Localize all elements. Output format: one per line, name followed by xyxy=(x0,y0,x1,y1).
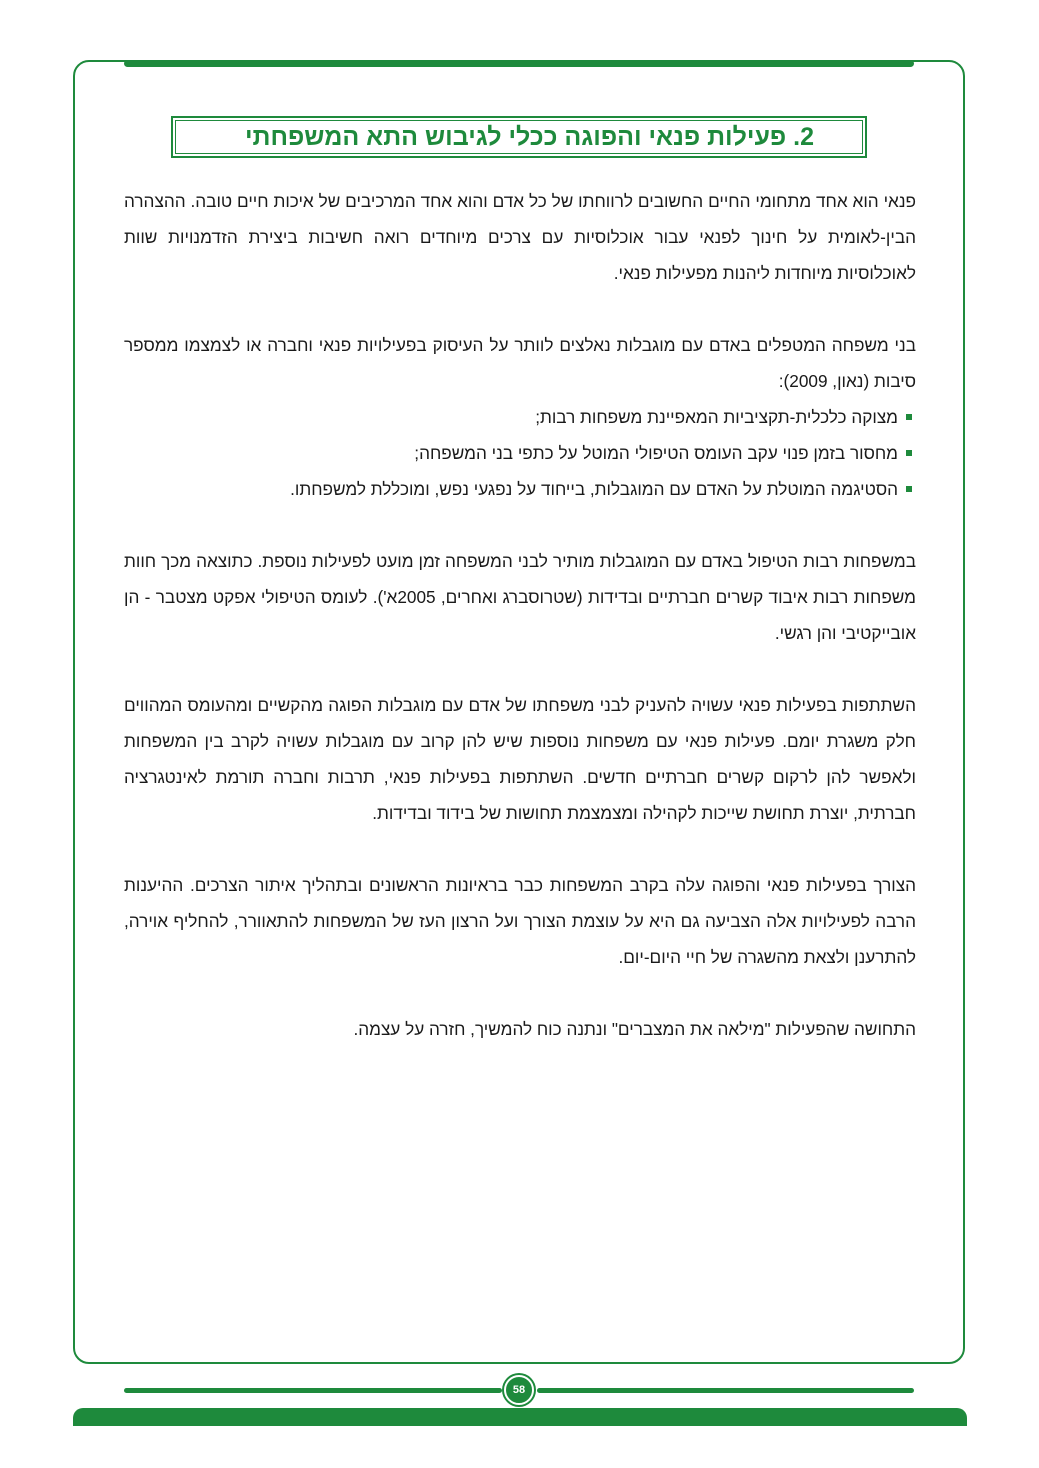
paragraph-reasons-intro: בני משפחה המטפלים באדם עם מוגבלות נאלצים לוותר על העיסוק בפעילויות פנאי וחברה או לצמצמו ממספר סיבות (נאון, 2009): xyxy=(124,335,916,391)
footer-band xyxy=(73,1408,967,1426)
square-bullet-icon xyxy=(906,450,912,456)
list-item-text: מצוקה כלכלית-תקציביות המאפיינת משפחות רבות; xyxy=(535,407,898,427)
page-number: 58 xyxy=(504,1375,534,1405)
paragraph-burden: במשפחות רבות הטיפול באדם עם המוגבלות מותיר לבני המשפחה זמן מועט לפעילות נוספת. כתוצאה מכך חוות משפחות רבות איבוד קשרים חברתיים ובדידות (שטרוסברג ואחרים, 2005א'). לעומס הטיפולי אפקט מצטבר - הן אובייקטיבי והן רגשי. xyxy=(124,551,916,643)
square-bullet-icon xyxy=(906,486,912,492)
list-item xyxy=(124,471,916,507)
footer-rule-left xyxy=(124,1388,502,1393)
body-text xyxy=(124,183,916,1083)
section-title: 2. פעילות פנאי והפוגה ככלי לגיבוש התא המשפחתי xyxy=(175,120,863,154)
list-item xyxy=(124,399,916,435)
square-bullet-icon xyxy=(906,414,912,420)
paragraph-feeling: התחושה שהפעילות "מילאה את המצברים" ונתנה כוח להמשיך, חזרה על עצמה. xyxy=(353,1019,916,1039)
list-item xyxy=(124,435,916,471)
paragraph-need: הצורך בפעילות פנאי והפוגה עלה בקרב המשפחות כבר בראיונות הראשונים ובתהליך איתור הצרכים. ההיענות הרבה לפעילויות אלה הצביעה גם היא על עוצמת הצורך ועל הרצון העז של המשפחות להתאוורר, להחליף אוירה, להתרענן ולצאת מהשגרה של חיי היום-יום. xyxy=(124,875,916,967)
list-item-text: מחסור בזמן פנוי עקב העומס הטיפולי המוטל על כתפי בני המשפחה; xyxy=(414,443,898,463)
footer-rule-right xyxy=(537,1388,914,1393)
paragraph-leisure-intro: פנאי הוא אחד מתחומי החיים החשובים לרווחתו של כל אדם והוא אחד המרכיבים של איכות חיים טובה. ההצהרה הבין-לאומית על חינוך לפנאי עבור אוכלוסיות עם צרכים מיוחדים רואה חשיבות ביצירת הזדמנויות שוות לאוכלוסיות מיוחדות ליהנות מפעילות פנאי. xyxy=(124,191,916,283)
paragraph-participation: השתתפות בפעילות פנאי עשויה להעניק לבני משפחתו של אדם עם מוגבלות הפוגה מהקשיים ומהעומס המהווים חלק משגרת יומם. פעילות פנאי עם משפחות נוספות שיש להן קרוב עם מוגבלות עשויה לקרב בין המשפחות ולאפשר להן לרקום קשרים חברתיים חדשים. השתתפות בפעילות פנאי, תרבות וחברה תורמת לאינטגרציה חברתית, יוצרת תחושת שייכות לקהילה ומצמצמת תחושות של בידוד ובדידות. xyxy=(124,695,916,823)
section-title-box xyxy=(171,116,867,158)
reasons-block xyxy=(124,327,916,507)
reasons-list xyxy=(124,399,916,507)
header-rule xyxy=(124,60,914,67)
list-item-text: הסטיגמה המוטלת על האדם עם המוגבלות, בייחוד על נפגעי נפש, ומוכללת למשפחתו. xyxy=(290,479,898,499)
